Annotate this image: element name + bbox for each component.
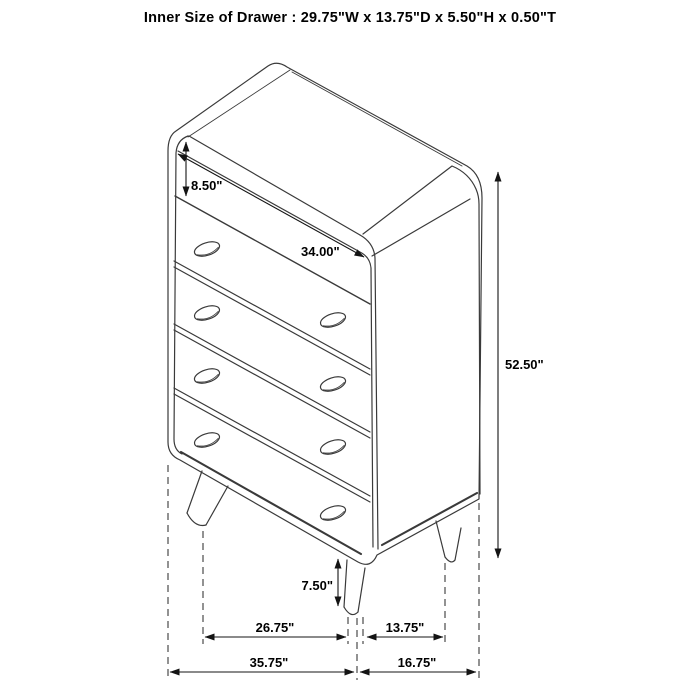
front-bottom-band xyxy=(181,452,361,554)
extension-lines xyxy=(168,465,479,680)
dimension-overall-height xyxy=(498,172,544,558)
dimension-label-front-leg-spacing: 26.75" xyxy=(255,620,295,635)
side-top-boundary xyxy=(372,199,470,256)
dimension-leg-height xyxy=(302,559,338,606)
dimension-label-top-width: 34.00" xyxy=(301,244,340,259)
dimension-label-overall-depth: 16.75" xyxy=(397,655,437,670)
dimension-label-overall-width: 35.75" xyxy=(249,655,289,670)
top-left-edge-inner xyxy=(188,70,290,137)
dimension-front-leg-spacing xyxy=(205,620,346,637)
side-bottom-band xyxy=(382,493,477,545)
page-title: Inner Size of Drawer : 29.75"W x 13.75"D x 5.50"H x 0.50"T xyxy=(143,10,557,26)
dimension-label-top-drawer-height: 8.50" xyxy=(191,178,223,193)
dimension-overall-depth xyxy=(360,655,476,672)
top-back-edge-inner xyxy=(292,72,462,166)
dimension-side-leg-spacing xyxy=(367,620,443,637)
dimension-label-leg-height: 7.50" xyxy=(301,578,333,593)
front-right-leg xyxy=(344,560,365,615)
chest-drawing xyxy=(168,63,482,614)
top-side-crease xyxy=(363,166,480,494)
dimension-label-overall-height: 52.50" xyxy=(505,357,544,372)
dimension-label-side-leg-spacing: 13.75" xyxy=(385,620,425,635)
dimension-overall-width xyxy=(170,655,354,672)
back-right-leg xyxy=(436,521,461,562)
front-left-leg xyxy=(187,471,228,526)
